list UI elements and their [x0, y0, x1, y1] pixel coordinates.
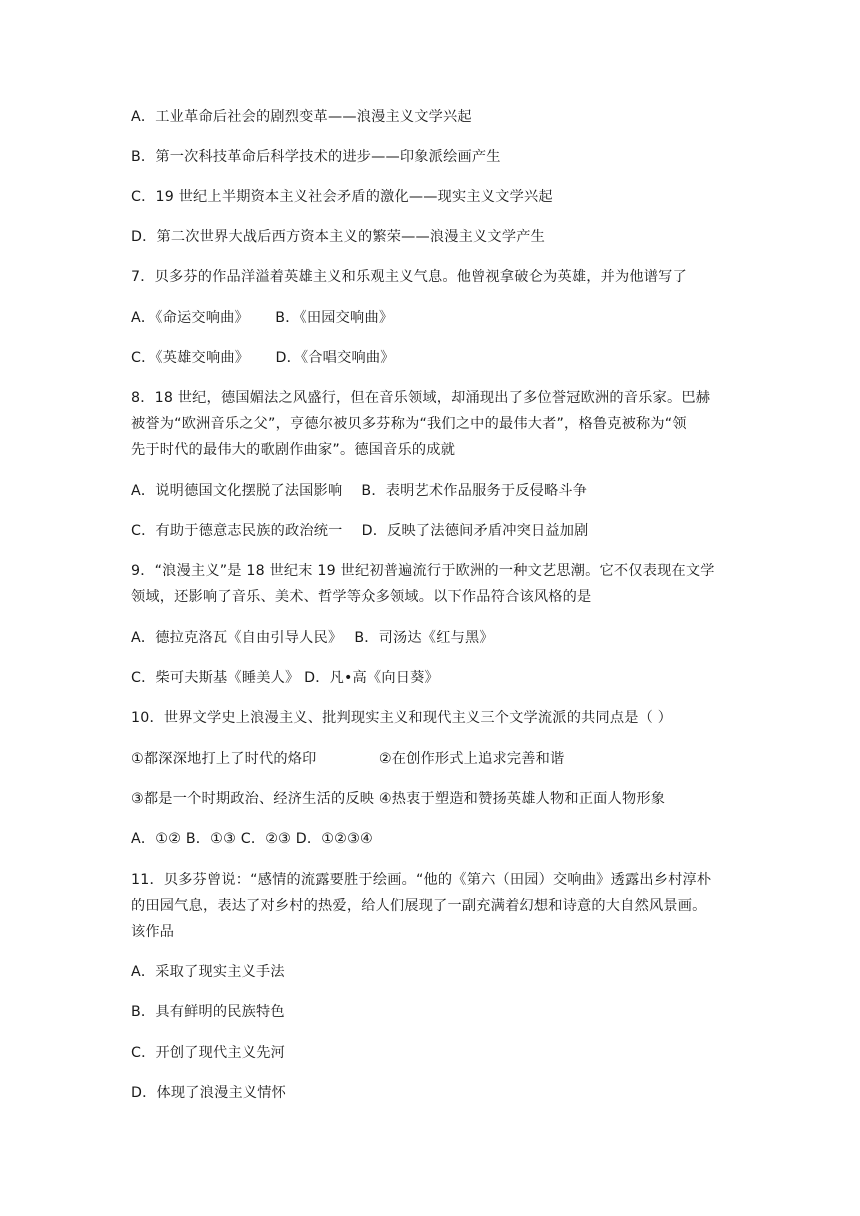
option-line: D．第二次世界大战后西方资本主义的繁荣——浪漫主义文学产生: [131, 229, 545, 245]
option-line: A．德拉克洛瓦《自由引导人民》 B．司汤达《红与黑》: [131, 630, 494, 646]
statement-line: ③都是一个时期政治、经济生活的反映 ④热衷于塑造和赞扬英雄人物和正面人物形象: [131, 791, 666, 807]
question-line: 9．“浪漫主义”是 18 世纪末 19 世纪初普遍流行于欧洲的一种文艺思潮。它不仅表现在文学: [131, 563, 715, 579]
option-line: C．开创了现代主义先河: [131, 1045, 285, 1061]
option-line: C．有助于德意志民族的政治统一 D．反映了法德间矛盾冲突日益加剧: [131, 523, 589, 539]
question-line: 7．贝多芬的作品洋溢着英雄主义和乐观主义气息。他曾视拿破仑为英雄，并为他谱写了: [131, 269, 687, 285]
option-line: A．说明德国文化摆脱了法国影响 B．表明艺术作品服务于反侵略斗争: [131, 483, 588, 499]
option-line: C．《英雄交响曲》 D．《合唱交响曲》: [131, 350, 395, 366]
question-line: 先于时代的最伟大的歌剧作曲家”。德国音乐的成就: [131, 442, 456, 458]
question-line: 11．贝多芬曾说：“感情的流露要胜于绘画。“他的《第六（田园）交响曲》透露出乡村淳朴: [131, 872, 712, 888]
question-line: 的田园气息，表达了对乡村的热爱，给人们展现了一副充满着幻想和诗意的大自然风景画。: [131, 898, 707, 914]
option-line: A．采取了现实主义手法: [131, 964, 285, 980]
option-line: C．19 世纪上半期资本主义社会矛盾的激化——现实主义文学兴起: [131, 189, 553, 205]
option-line: A．工业革命后社会的剧烈变革——浪漫主义文学兴起: [131, 109, 472, 125]
option-line: D．体现了浪漫主义情怀: [131, 1085, 287, 1101]
option-line: A．①② B．①③ C．②③ D．①②③④: [131, 831, 373, 847]
question-line: 10．世界文学史上浪漫主义、批判现实主义和现代主义三个文学流派的共同点是（ ）: [131, 710, 673, 726]
statement-line: ①都深深地打上了时代的烙印 ②在创作形式上追求完善和谐: [131, 751, 565, 767]
question-line: 领域，还影响了音乐、美术、哲学等众多领域。以下作品符合该风格的是: [131, 589, 592, 605]
option-line: A．《命运交响曲》 B．《田园交响曲》: [131, 310, 394, 326]
option-line: B．第一次科技革命后科学技术的进步——印象派绘画产生: [131, 149, 501, 165]
option-line: B．具有鲜明的民族特色: [131, 1004, 285, 1020]
question-line: 被誉为“欧洲音乐之父”，亨德尔被贝多芬称为“我们之中的最伟大者”，格鲁克被称为“领: [131, 416, 687, 432]
option-line: C．柴可夫斯基《睡美人》 D．凡•高《向日葵》: [131, 670, 439, 686]
question-line: 8．18 世纪，德国媚法之风盛行，但在音乐领域，却涌现出了多位誉冠欧洲的音乐家。巴赫: [131, 390, 711, 406]
question-line: 该作品: [131, 924, 175, 940]
